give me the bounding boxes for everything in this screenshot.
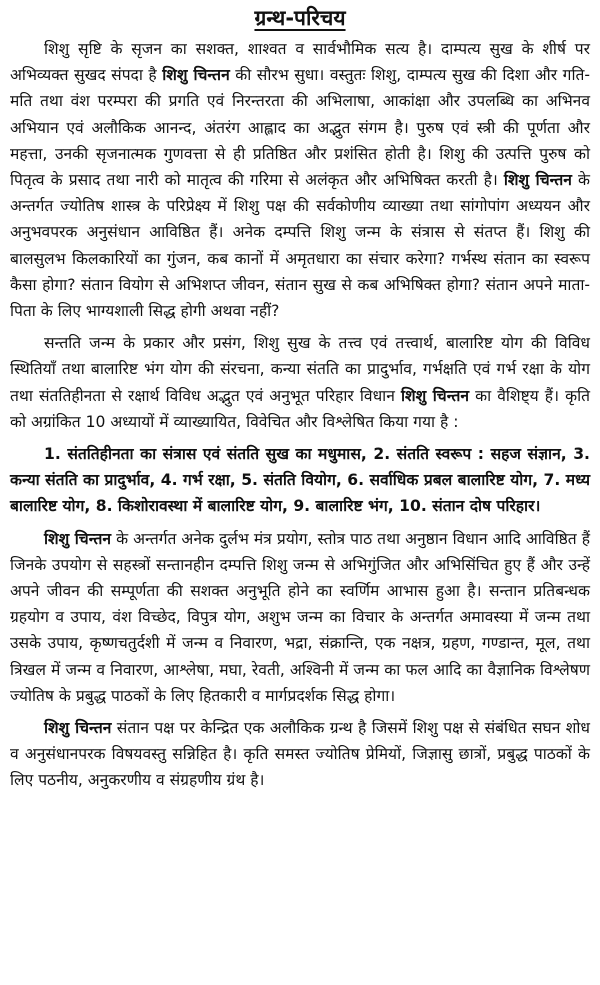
text-run: की सौरभ सुधा। वस्तुतः शिशु, दाम्पत्य सुख की दिशा और गति-मति तथा वंश परम्परा की प्रगति एवं निरन्तरता की अभिलाषा, आकांक्षा और उपलब्धि का अभिनव अभियान एवं अलौकिक आनन्द, अंतरंग आह्लाद का अद्भुत संगम है। पुरुष एवं स्त्री की पूर्णता और महत्ता, उनकी सृजनात्मक गुणवत्ता से ही प्रतिष्ठित और प्रशंसित होती है। शिशु की उत्पत्ति पुरुष को पितृत्व के प्रसाद तथा नारी को मातृत्व की गरिमा से अलंकृत और अभिषिक्त करती है। <box>10 66 590 190</box>
page-title: ग्रन्थ-परिचय <box>254 6 346 30</box>
chapter-list: 1. संततिहीनता का संत्रास एवं संतति सुख का मधुमास, 2. संतति स्वरूप : सहज संज्ञान, 3. कन्या संतति का प्रादुर्भाव, 4. गर्भ रक्षा, 5. संतति वियोग, 6. सर्वाधिक प्रबल बालारिष्ट योग, 7. मध्य बालारिष्ट योग, 8. किशोरावस्था में बालारिष्ट योग, 9. बालारिष्ट भंग, 10. संतान दोष परिहार। <box>10 445 590 516</box>
text-run: का वैशिष्ट्य हैं। कृति को अग्रांकित 10 अध्यायों में व्याख्यायित, विवेचित और विश्लेषित किया गया है : <box>10 386 590 431</box>
book-name-bold: शिशु चिन्तन <box>162 66 230 85</box>
book-name-bold: शिशु चिन्तन <box>44 529 112 548</box>
paragraph-contents <box>10 330 590 435</box>
paragraph-mantras <box>10 526 590 709</box>
book-name-bold: शिशु चिन्तन <box>400 386 470 405</box>
text-run: सन्तति जन्म के प्रकार और प्रसंग, शिशु सुख के तत्त्व एवं तत्त्वार्थ, बालारिष्ट योग की विविध स्थितियाँ तथा बालारिष्ट भंग योग की संरचना, कन्या संतति का प्रादुर्भाव, गर्भक्षति एवं गर्भ रक्षा के योग तथा संततिहीनता से रक्षार्थ विविध अद्भुत एवं अनुभूत परिहार विधान <box>10 334 590 405</box>
text-run: के अन्तर्गत अनेक दुर्लभ मंत्र प्रयोग, स्तोत्र पाठ तथा अनुष्ठान विधान आदि आविष्ठित हैं जिनके उपयोग से सहस्त्रों सन्तानहीन दम्पत्ति शिशु जन्म से अभिगुंजित और अभिसिंचित हुए हैं और उन्हें अपने जीवन की सम्पूर्णता की सशक्त अनुभूति होने का स्वर्णिम आभास हुआ है। सन्तान प्रतिबन्धक ग्रहयोग व उपाय, वंश विच्छेद, विपुत्र योग, अशुभ जन्म का विचार के अन्तर्गत अमावस्या में जन्म तथा उसके उपाय, कृष्णचतुर्दशी में जन्म व निवारण, भद्रा, संक्रान्ति, एक नक्षत्र, ग्रहण, गण्डान्त, मूल, तथा त्रिखल में जन्म व निवारण, आश्लेषा, मघा, रेवती, अश्विनी में जन्म का फल आदि का वैज्ञानिक विश्लेषण ज्योतिष के प्रबुद्ध पाठकों के लिए हितकारी व मार्गप्रदर्शक सिद्ध होगा। <box>10 529 590 705</box>
book-name-bold: शिशु चिन्तन <box>44 719 112 738</box>
paragraph-intro <box>10 36 590 324</box>
text-run: के अन्तर्गत ज्योतिष शास्त्र के परिप्रेक्ष्य में शिशु पक्ष की सर्वकोणीय व्याख्या तथा सांगोपांग अध्ययन और अनुभवपरक अनुसंधान आविष्ठित हैं। अनेक दम्पत्ति शिशु जन्म के संत्रास से संतप्त हैं। शिशु की बालसुलभ किलकारियों का गुंजन, कब कानों में अमृतधारा का संचार करेगा? गर्भस्थ संतान का स्वरूप कैसा होगा? संतान वियोग से अभिशप्त जीवन, संतान सुख से कब अभिषिक्त होगा? संतान अपने माता-पिता के लिए भाग्यशाली सिद्ध होगी अथवा नहीं? <box>10 171 590 321</box>
book-name-bold: शिशु चिन्तन <box>503 171 572 190</box>
text-run: शिशु सृष्टि के सृजन का सशक्त, शाश्वत व सार्वभौमिक सत्य है। दाम्पत्य सुख के शीर्ष पर अभिव्यक्त सुखद संपदा है <box>10 40 590 85</box>
text-run: संतान पक्ष पर केन्द्रित एक अलौकिक ग्रन्थ है जिसमें शिशु पक्ष से संबंधित सघन शोध व अनुसंधानपरक विषयवस्तु सन्निहित है। कृति समस्त ज्योतिष प्रेमियों, जिज्ञासु छात्रों, प्रबुद्ध पाठकों के लिए पठनीय, अनुकरणीय व संग्रहणीय ग्रंथ है। <box>10 719 590 790</box>
paragraph-conclusion <box>10 715 590 794</box>
